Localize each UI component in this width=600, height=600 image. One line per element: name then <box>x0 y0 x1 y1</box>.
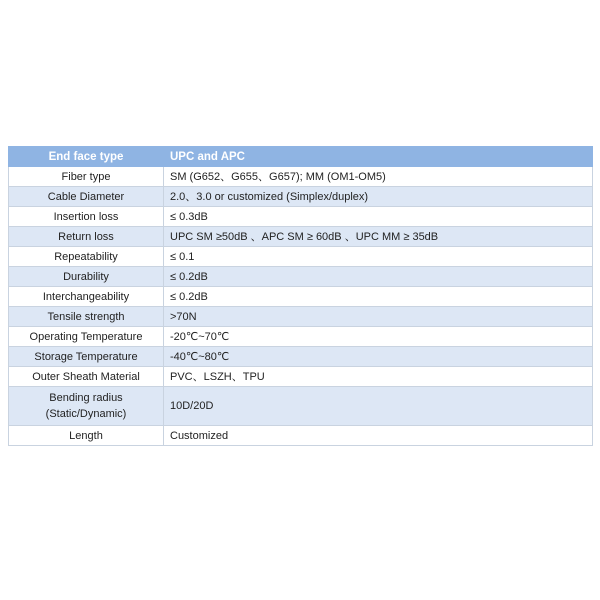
spec-table <box>8 146 593 446</box>
table-row <box>9 327 593 347</box>
row-label: Tensile strength <box>9 307 164 327</box>
row-label: Insertion loss <box>9 207 164 227</box>
row-value: UPC SM ≥50dB 、APC SM ≥ 60dB 、UPC MM ≥ 35dB <box>164 227 593 247</box>
header-upc-apc: UPC and APC <box>164 147 593 167</box>
header-end-face-type: End face type <box>9 147 164 167</box>
row-value: 10D/20D <box>164 387 593 426</box>
row-value: Customized <box>164 426 593 446</box>
row-label: Interchangeability <box>9 287 164 307</box>
table-row <box>9 247 593 267</box>
table-row <box>9 307 593 327</box>
row-value: -20℃~70℃ <box>164 327 593 347</box>
table-row <box>9 167 593 187</box>
row-label: Storage Temperature <box>9 347 164 367</box>
table-row <box>9 207 593 227</box>
table-row <box>9 267 593 287</box>
row-label: Operating Temperature <box>9 327 164 347</box>
table-row <box>9 347 593 367</box>
row-label: Durability <box>9 267 164 287</box>
row-value: PVC、LSZH、TPU <box>164 367 593 387</box>
row-value: ≤ 0.3dB <box>164 207 593 227</box>
table-row <box>9 227 593 247</box>
table-row <box>9 187 593 207</box>
row-value: -40℃~80℃ <box>164 347 593 367</box>
table-row <box>9 287 593 307</box>
row-value: ≤ 0.2dB <box>164 287 593 307</box>
row-label: Return loss <box>9 227 164 247</box>
row-label: Outer Sheath Material <box>9 367 164 387</box>
row-label: Cable Diameter <box>9 187 164 207</box>
row-label: Bending radius (Static/Dynamic) <box>9 387 164 426</box>
table-row <box>9 426 593 446</box>
row-value: ≤ 0.1 <box>164 247 593 267</box>
row-label: Repeatability <box>9 247 164 267</box>
row-value: ≤ 0.2dB <box>164 267 593 287</box>
table-header-row <box>9 147 593 167</box>
row-label: Fiber type <box>9 167 164 187</box>
table-row <box>9 387 593 426</box>
row-value: >70N <box>164 307 593 327</box>
table-row <box>9 367 593 387</box>
row-value: 2.0、3.0 or customized (Simplex/duplex) <box>164 187 593 207</box>
row-value: SM (G652、G655、G657); MM (OM1-OM5) <box>164 167 593 187</box>
row-label: Length <box>9 426 164 446</box>
